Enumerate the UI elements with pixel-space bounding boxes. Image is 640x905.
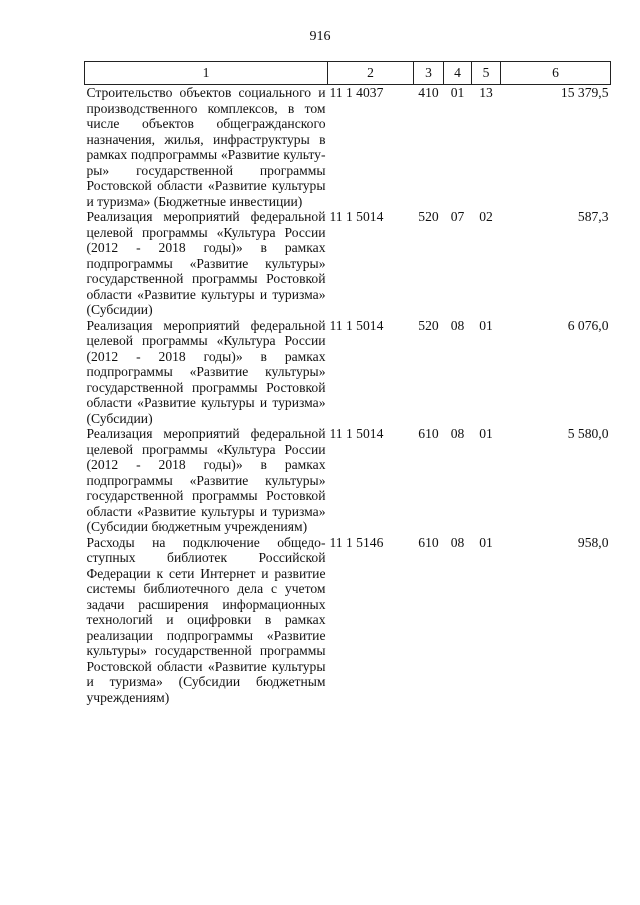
row-expense-type: 520: [418, 209, 439, 224]
row-sum: 15 379,5: [560, 85, 609, 100]
row-subsection: 01: [479, 317, 493, 333]
row-subsection: 01: [479, 534, 493, 550]
row-code: 11 1 5014: [329, 317, 384, 333]
row-expense-type: 610: [418, 534, 439, 550]
row-description: Реализация мероприятий федеральной целевой программы «Культура России (2012 - 2018 годы)» в рамках подпрограммы «Развитие культуры» государственной программы Ростовкой области «Развитие культуры и туризма» (Субсидии): [86, 317, 326, 426]
header-col-2: 2: [328, 62, 414, 85]
row-section: 08: [450, 317, 465, 333]
row-sum: 587,3: [577, 209, 609, 224]
row-section: 07: [450, 209, 465, 224]
header-col-6: 6: [501, 62, 611, 85]
table-row: [85, 535, 611, 706]
table-row: [85, 85, 611, 210]
budget-table: [84, 61, 611, 705]
table-row: [85, 318, 611, 427]
row-section: 01: [450, 85, 465, 100]
row-code: 11 1 5014: [329, 209, 384, 224]
page-number: 916: [309, 29, 331, 44]
row-subsection: 01: [479, 426, 493, 441]
row-sum: 5 580,0: [567, 426, 609, 441]
header-col-4: 4: [444, 62, 472, 85]
header-col-1: 1: [85, 62, 328, 85]
row-subsection: 02: [479, 209, 493, 224]
row-description: Реализация мероприятий федеральной целевой программы «Культура России (2012 - 2018 годы)» в рамках подпрограммы «Развитие культуры» государственной программы Ростовкой области «Развитие культуры и туризма» (Субсидии бюджетным учреждениям): [86, 426, 326, 534]
table-row: [85, 426, 611, 535]
row-section: 08: [450, 426, 465, 441]
row-section: 08: [450, 534, 465, 550]
row-description: Реализация мероприятий федеральной целевой программы «Культура России (2012 - 2018 годы)» в рамках подпрограммы «Развитие культуры» государственной программы Ростовкой области «Развитие культуры и туризма» (Субсидии): [86, 209, 326, 317]
row-expense-type: 520: [418, 317, 439, 333]
header-col-3: 3: [414, 62, 444, 85]
row-description: Строительство объектов социального и производственного комплексов, в том числе объектов общегражданского назначения, жилья, инфраструктуры в рамках подпрограммы «Развитие культуры» государственной программы Ростовской области «Развитие культуры и туризма» (Бюджетные инвестиции): [86, 85, 326, 209]
row-expense-type: 410: [418, 85, 439, 100]
row-code: 11 1 4037: [329, 85, 384, 100]
table-header-row: [85, 62, 611, 85]
row-sum: 958,0: [577, 534, 609, 550]
table-row: [85, 209, 611, 318]
row-subsection: 13: [479, 85, 493, 100]
row-description: Расходы на подключение общедоступных библиотек Российской Федерации к сети Интернет и развитие системы библиотечного дела с учетом задачи расширения информационных технологий и оцифровки в рамках реализации подпрограммы «Развитие культуры» государственной программы Ростовской области «Развитие культуры и туризма» (Субсидии бюджетным учреждениям): [86, 534, 326, 705]
row-sum: 6 076,0: [567, 317, 609, 333]
row-expense-type: 610: [418, 426, 439, 441]
row-code: 11 1 5014: [329, 426, 384, 441]
row-code: 11 1 5146: [329, 534, 384, 550]
header-col-5: 5: [472, 62, 501, 85]
